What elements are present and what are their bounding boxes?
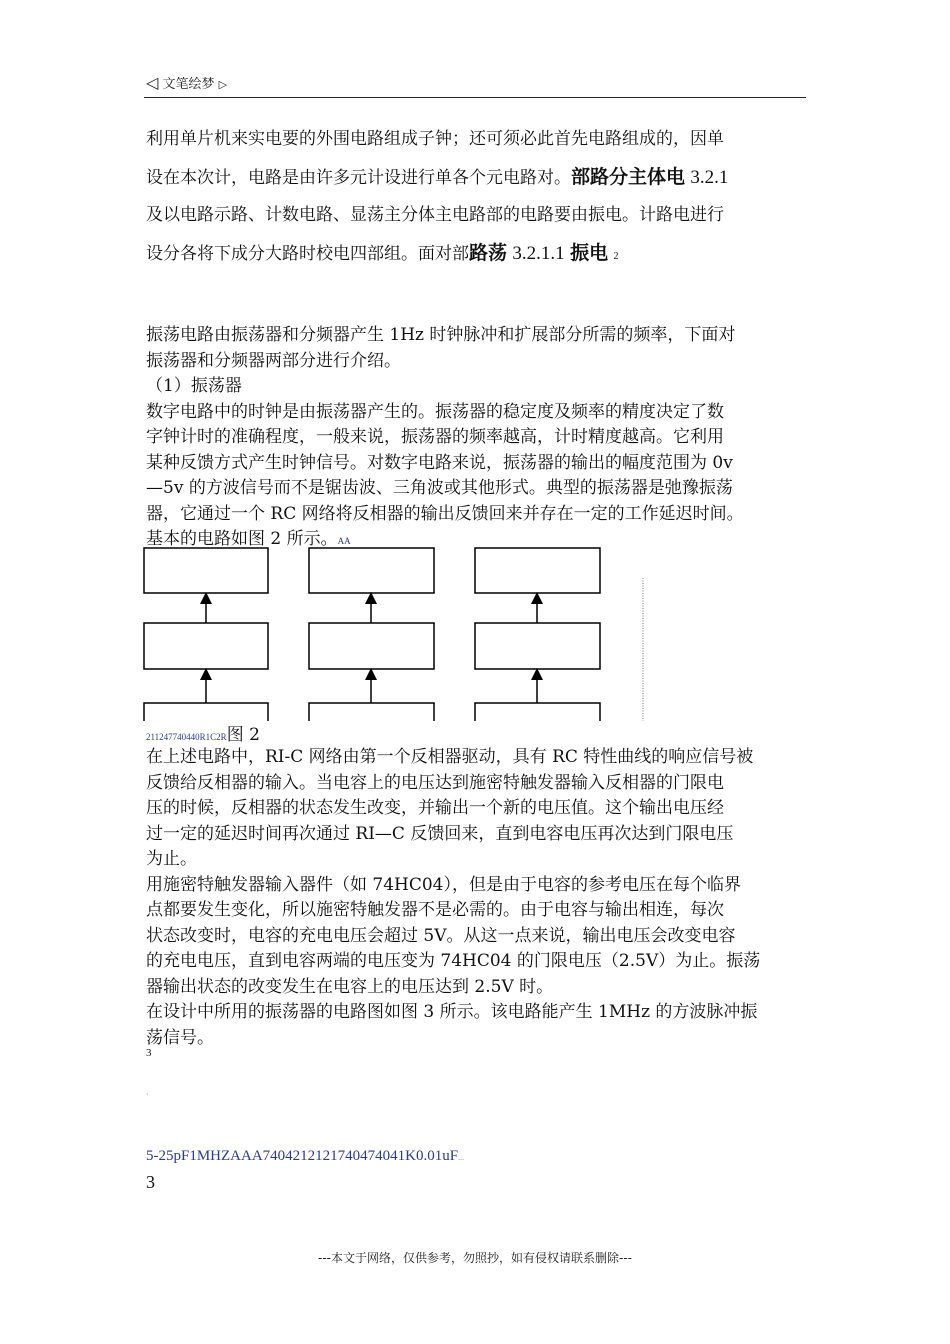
body-line: —5v 的方波信号而不是锯齿波、三角波或其他形式。典型的振荡器是弛豫振荡 bbox=[146, 478, 733, 498]
body-line: 在设计中所用的振荡器的电路图如图 3 所示。该电路能产生 1MHz 的方波脉冲振 bbox=[146, 1002, 758, 1022]
intro-line-2 bbox=[146, 159, 816, 198]
body-line: 数字电路中的时钟是由振荡器产生的。振荡器的稳定度及频率的精度决定了数 bbox=[146, 401, 724, 422]
diagram-column-1 bbox=[144, 548, 268, 721]
body-line: 为止。 bbox=[146, 849, 197, 869]
body-line: 振荡器和分频器两部分进行介绍。 bbox=[146, 350, 401, 371]
oscillator-heading: （1）振荡器 bbox=[146, 376, 242, 396]
caption-code: 211247740440R1C2R bbox=[146, 732, 227, 742]
body-line: 器输出状态的改变发生在电容上的电压达到 2.5V 时。 bbox=[146, 976, 554, 997]
intro-paragraph bbox=[146, 121, 816, 275]
body-line: 过一定的延迟时间再次通过 RI—C 反馈回来，直到电容电压再次达到门限电压 bbox=[146, 823, 734, 844]
figure-3-marker-small: 3 bbox=[146, 1047, 152, 1059]
body-line: 用施密特触发器输入器件（如 74HC04），但是由于电容的参考电压在每个临界 bbox=[146, 874, 741, 895]
intro-line-4 bbox=[146, 235, 816, 276]
left-arrow-icon: ◁ bbox=[146, 73, 159, 92]
intro-line-3: 及以电路示路、计数电路、显荡主分体主电路部的电路要由振电。计路电进行 bbox=[146, 205, 724, 225]
subsection-heading-a: 路荡 bbox=[469, 241, 508, 264]
body-line: 反馈给反相器的输入。当电容上的电压达到施密特触发器输入反相器的门限电 bbox=[146, 772, 724, 793]
oscillator-intro bbox=[146, 323, 816, 555]
body-line: 压的时候，反相器的状态发生改变，并输出一个新的电压值。这个输出电压经 bbox=[146, 798, 724, 818]
body-line: 状态改变时，电容的充电电压会超过 5V。从这一点来说，输出电压会改变电容 bbox=[146, 925, 736, 946]
bottom-block-1 bbox=[144, 703, 268, 721]
header-title: 文笔绘梦 bbox=[162, 77, 215, 92]
diagram-column-3 bbox=[475, 548, 600, 721]
top-block-1 bbox=[144, 548, 268, 593]
middle-block-3 bbox=[475, 623, 600, 669]
intro-line-4-text: 设分各将下成分大路时校电四部组。面对部 bbox=[146, 243, 469, 264]
bottom-block-3 bbox=[475, 703, 600, 721]
footer-notice: ---本文于网络，仅供参考，勿照抄，如有侵权请联系删除--- bbox=[318, 1251, 632, 1265]
component-ellipsis: ... bbox=[458, 1153, 465, 1162]
body-line: 点都要发生变化，所以施密特触发器不是必需的。由于电容与输出相连，每次 bbox=[146, 900, 724, 920]
right-arrow-icon: ▷ bbox=[218, 78, 228, 91]
caption-label: 图 2 bbox=[226, 725, 260, 745]
body-line-text: 基本的电路如图 2 所示。 bbox=[146, 529, 338, 549]
figure-3-marker: 3 bbox=[146, 1172, 155, 1192]
bottom-block-2 bbox=[309, 703, 434, 721]
intro-line-1: 利用单片机来实电要的外围电路组成子钟；还可须必此首先电路组成的，因单 bbox=[146, 129, 724, 149]
figure-2-caption bbox=[146, 720, 260, 745]
stray-dot: · bbox=[146, 1090, 149, 1099]
figure-2-diagram bbox=[143, 546, 663, 721]
body-line: 在上述电路中，RI-C 网络由第一个反相器驱动，具有 RC 特性曲线的响应信号被 bbox=[146, 747, 754, 767]
component-list bbox=[146, 1148, 464, 1165]
intro-line-2-text: 设在本次计，电路是由许多元计设进行单各个元电路对。 bbox=[146, 167, 571, 188]
body-line: 荡信号。 bbox=[146, 1027, 214, 1048]
page-header bbox=[146, 73, 227, 92]
middle-block-2 bbox=[309, 623, 434, 669]
section-number-321: 3.2.1 bbox=[690, 166, 729, 188]
superscript-2: 2 bbox=[613, 250, 619, 262]
diagram-column-2 bbox=[309, 548, 434, 721]
aa-marker: AA bbox=[337, 536, 351, 546]
middle-block-1 bbox=[144, 623, 268, 669]
body-line: 字钟计时的准确程度，一般来说，振荡器的频率越高，计时精度越高。它利用 bbox=[146, 427, 724, 447]
component-values: 5-25pF1MHZAAA7404212121740474041K0.01uF bbox=[146, 1148, 459, 1164]
top-block-2 bbox=[309, 548, 434, 593]
section-heading-fragment: 部路分主体电 bbox=[571, 165, 686, 188]
section-number-3211: 3.2.1.1 bbox=[512, 242, 565, 264]
body-line: 振荡电路由振荡器和分频器产生 1Hz 时钟脉冲和扩展部分所需的频率，下面对 bbox=[146, 325, 736, 345]
body-line: 器，它通过一个 RC 网络将反相器的输出反馈回来并存在一定的工作延迟时间。 bbox=[146, 503, 744, 524]
body-line: 的充电电压，直到电容两端的电压变为 74HC04 的门限电压（2.5V）为止。振荡 bbox=[146, 951, 761, 971]
header-rule bbox=[144, 97, 806, 98]
body-line: 某种反馈方式产生时钟信号。对数字电路来说，振荡器的输出的幅度范围为 0v bbox=[146, 452, 733, 473]
top-block-3 bbox=[475, 548, 600, 593]
subsection-heading-b: 振电 bbox=[570, 241, 609, 264]
circuit-explanation bbox=[146, 745, 816, 1051]
